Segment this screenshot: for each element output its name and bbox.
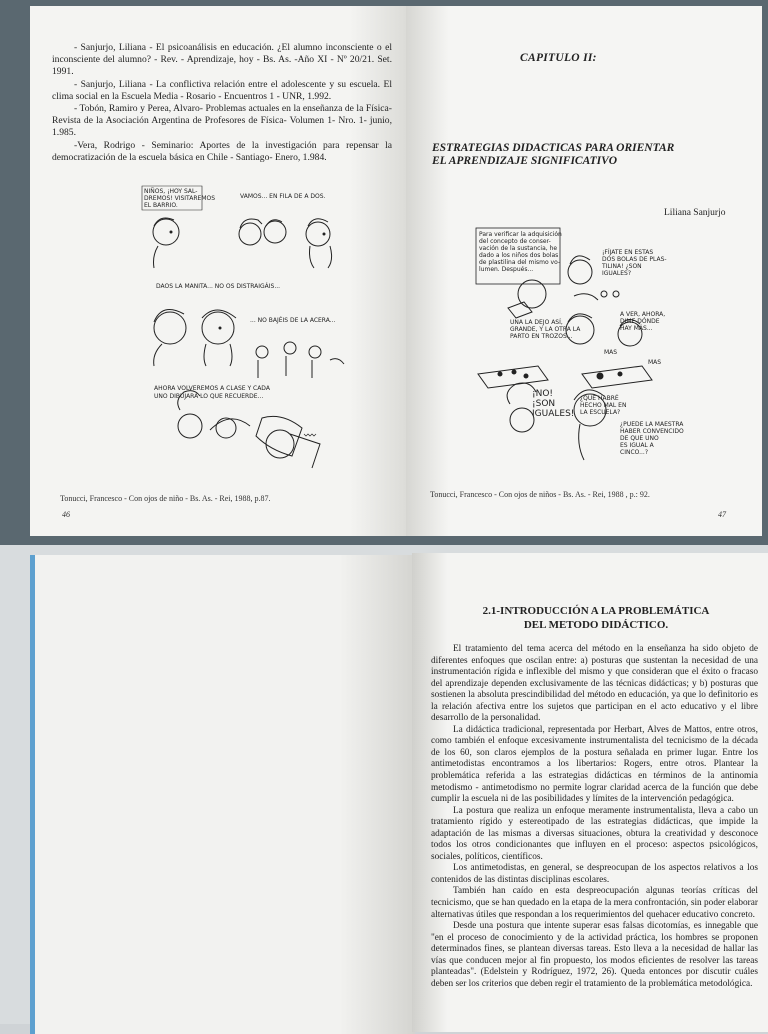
- cartoon-bubble-4: ¡SON: [532, 399, 556, 409]
- cartoon-bubble-2: PARTO EN TROZOS...: [510, 333, 573, 340]
- reference-item: - Sanjurjo, Liliana - El psicoanálisis en educación. ¿El alumno inconsciente o el inconsciente del alumno? - Rev. - Aprendizaje, hoy - Bs. As. -Año XI - Nº 20/21. Set. 1991.: [52, 42, 392, 78]
- cartoon-bubble-3: A VER, AHORA,: [620, 311, 666, 318]
- cartoon-bubble-5: HECHO MAL EN: [580, 402, 627, 409]
- cartoon-bubble-4: IGUALES!: [532, 409, 575, 419]
- paragraph: La postura que realiza un enfoque meramente instrumentalista, lleva a cabo un tratamiento rígido y estereotipado de las estrategias didácticas, que impide la adaptación de las mismas a diversas situaciones, obtura la creatividad y desconoce todos los otros condicionantes que influyen en el proceso: aspectos psicológicos, sociales, políticos, científicos.: [431, 805, 758, 862]
- reference-item: - Tobón, Ramiro y Perea, Alvaro- Problemas actuales en la enseñanza de la Física- Revista de la Asociación Argentina de Profesores de Física- Volumen 1- Nro. 1- junio, 1.985.: [52, 103, 392, 139]
- cartoon-bubble-1: DREMOS! VISITAREMOS: [144, 195, 216, 202]
- section-heading: [446, 604, 746, 632]
- chapter-title: [432, 142, 752, 168]
- cartoon-label: MAS: [604, 349, 618, 356]
- cartoon-caption-box: de plastilina del mismo vo-: [479, 259, 561, 266]
- cartoon-caption-box: Para verificar la adquisición: [479, 231, 562, 238]
- cartoon-bubble-5: UNO DIBUJARÁ LO QUE RECUERDE...: [154, 393, 264, 400]
- paragraph: Los antimetodistas, en general, se despreocupan de los aspectos relativos a los contenidos de las distintas disciplinas escolares.: [431, 863, 758, 885]
- cartoon-bubble-2: UNA LA DEJO ASÍ,: [510, 319, 563, 326]
- reference-item: - Sanjurjo, Liliana - La conflictiva relación entre el adolescente y su escuela. El clima social en la Escuela Media - Rosario - Encuentros 1 - UNR, 1.992.: [52, 78, 392, 102]
- chapter-title-line: EL APRENDIZAJE SIGNIFICATIVO: [432, 155, 618, 167]
- cartoon-bubble-6: ES IGUAL A: [620, 442, 654, 449]
- cartoon-label: MAS: [648, 359, 662, 366]
- section-heading-line: 2.1-INTRODUCCIÓN A LA PROBLEMÁTICA: [482, 605, 710, 617]
- tonucci-cartoon-plasticine: [470, 224, 684, 470]
- page-number: 47: [718, 510, 726, 519]
- section-heading-line: DEL METODO DIDÁCTICO.: [523, 619, 669, 631]
- cartoon-bubble-1: DOS BOLAS DE PLAS-: [602, 256, 667, 263]
- reference-list: [52, 42, 392, 164]
- chapter-title-line: ESTRATEGIAS DIDACTICAS PARA ORIENTAR: [432, 142, 675, 154]
- chapter-heading: CAPITULO II:: [520, 52, 597, 64]
- cartoon-bubble-1: EL BARRIO.: [144, 202, 178, 209]
- page-number: 46: [62, 510, 70, 519]
- page-blank: [30, 555, 415, 1034]
- cartoon-bubble-4: ¡NO!: [532, 389, 554, 399]
- cartoon-bubble-4: ... NO BAJÉIS DE LA ACERA...: [250, 317, 336, 324]
- cartoon-bubble-5: AHORA VOLVEREMOS A CLASE Y CADA: [154, 385, 270, 392]
- body-text: [431, 644, 758, 990]
- cartoon-bubble-6: CINCO...?: [620, 449, 649, 456]
- cartoon-bubble-2: VAMOS... EN FILA DE A DOS.: [240, 193, 326, 200]
- cartoon-bubble-1: NIÑOS, ¡HOY SAL-: [144, 188, 198, 195]
- cartoon-bubble-1: IGUALES?: [602, 270, 632, 277]
- cartoon-caption-box: vación de la sustancia, he: [479, 245, 558, 252]
- cartoon-caption-box: lumen. Después...: [479, 266, 534, 273]
- cartoon-caption-box: del concepto de conser-: [479, 238, 551, 245]
- paragraph: La didáctica tradicional, representada por Herbart, Alves de Mattos, entre otros, como también el enfoque excesivamente instrumentalista del tecnicismo de la década de los 60, son claros ejemplos de la postura señalada en primer lugar. Entre los antimetodistas encontramos a los libertarios: Rogers, entre otros. Plantear la problemática referida a las estrategias didácticas en términos de la antinomia metodismo - antimetodismo no permite lograr claridad acerca de la función que debe cumplir la escuela ni de las posibilidades y límites de la intervención pedagógica.: [431, 724, 758, 805]
- author-name: Liliana Sanjurjo: [664, 208, 726, 218]
- reference-item: -Vera, Rodrigo - Seminario: Aportes de la investigación para repensar la democratización de la escuela básica en Chile - Santiago- Enero, 1.984.: [52, 139, 392, 163]
- paragraph: El tratamiento del tema acerca del método en la enseñanza ha sido objeto de diferentes enfoques que oscilan entre: a) posturas que sustentan la necesidad de una instrumentación rígida e inflexible del mismo y que consideran que el éxito o fracaso del aprendizaje dependen exclusivamente de las técnicas didácticas; y b) posturas que sostienen la absoluta prescindibilidad del método en educación, ya que lo definitorio es la relación afectiva entre los sujetos que participan en el acto educativo y el libre desarrollo de la personalidad.: [431, 644, 758, 724]
- cartoon-bubble-6: HABER CONVENCIDO: [620, 428, 684, 435]
- cartoon-bubble-2: GRANDE, Y LA OTRA LA: [510, 326, 581, 333]
- cartoon-bubble-1: ¡FÍJATE EN ESTAS: [602, 249, 654, 256]
- cartoon-bubble-6: DE QUE UNO: [620, 435, 659, 442]
- figure-caption: Tonucci, Francesco - Con ojos de niño - Bs. As. - Rei, 1988, p.87.: [60, 494, 271, 503]
- cartoon-bubble-6: ¿PUEDE LA MAESTRA: [620, 421, 684, 428]
- cartoon-caption-box: dado a los niños dos bolas: [479, 252, 559, 259]
- tonucci-cartoon-excursion: [140, 182, 350, 480]
- cartoon-bubble-3: DAOS LA MANITA... NO OS DISTRAIGÁIS...: [156, 283, 281, 290]
- paragraph: También han caído en esta despreocupación algunas teorías críticas del tecnicismo, que se han quedado en la etapa de la mera confrontación, sin poder elaborar alternativas útiles que respondan a los requerimientos del quehacer educativo concreto.: [431, 886, 758, 920]
- cartoon-bubble-1: TILINA! ¿SON: [602, 263, 642, 270]
- cartoon-bubble-5: LA ESCUELA?: [580, 409, 621, 416]
- cartoon-bubble-5: ¿QUÉ HABRÉ: [580, 395, 619, 402]
- paragraph: Desde una postura que intente superar esas falsas dicotomías, es innegable que "en el proceso de conocimiento y de la actividad práctica, los hombres se proponen determinados fines, se plantean diversas tareas. Esto lleva a la necesidad de hallar las vías que conducen mejor al fin propuesto, los modos eficientes de resolver las tareas planteadas". (Edelstein y Rodríguez, 1972, 26). Queda entonces por discutir cuáles deben ser los criterios que deben regir el tratamiento de la problemática metodológica.: [431, 921, 758, 989]
- cartoon-bubble-3: HAY MÁS...: [620, 325, 653, 332]
- figure-caption: Tonucci, Francesco - Con ojos de niños - Bs. As. - Rei, 1988 , p.: 92.: [430, 490, 650, 499]
- cartoon-bubble-3: DIME DÓNDE: [620, 318, 660, 325]
